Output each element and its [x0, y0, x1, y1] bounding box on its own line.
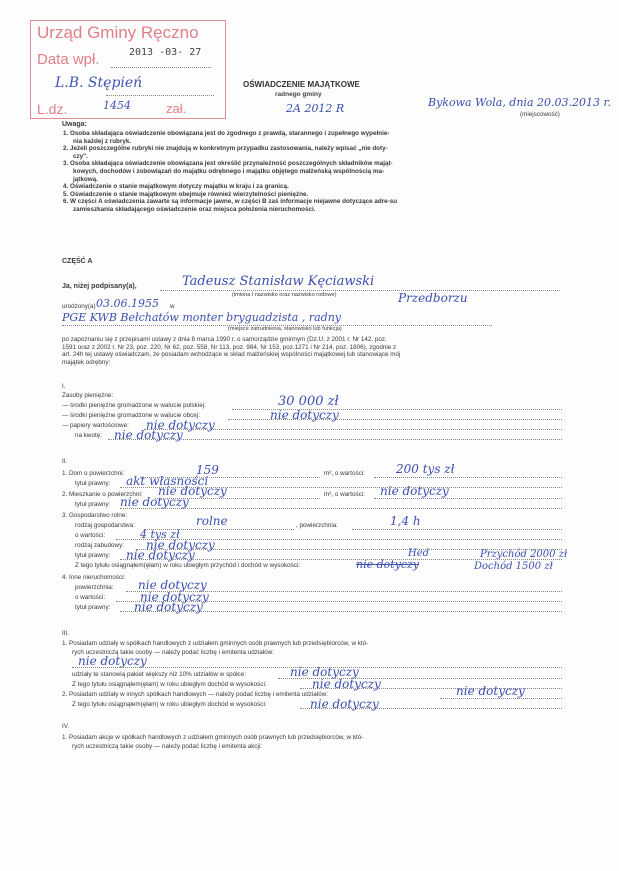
farm-title: nie dotyczy: [126, 548, 195, 562]
section2-num: II.: [62, 458, 68, 465]
document-title: OŚWIADCZENIE MAJĄTKOWE: [243, 80, 360, 89]
securities-amount-value: nie dotyczy: [114, 428, 183, 442]
other-area: nie dotyczy: [138, 578, 207, 592]
paragraph-line: 1591 oraz z 2002 r. Nr 23, poz. 220, Nr 62, poz. 558, Nr 113, poz. 984, Nr 153, poz.1271 i Nr 214, poz. 1806), zgodnie z: [62, 343, 397, 351]
shares-income-value: nie dotyczy: [312, 677, 381, 691]
flat-value-line: [374, 498, 562, 499]
note-line: 5. Oświadczenie o stanie majątkowym obejmuje również wierzytelności pieniężne.: [63, 190, 309, 198]
house-label: 1. Dom o powierzchni:: [62, 470, 125, 477]
stamp-date-line: [111, 67, 211, 68]
note-line: 6. W części A oświadczenia zawarte są informacje jawne, w części B zaś informacje niejawne dotyczące adre-su: [63, 198, 398, 206]
other-shares-label: 2. Posiadam udziały w innych spółkach handlowych — należy podać liczbę i emitenta udziałów:: [62, 691, 329, 698]
other-shares-value: nie dotyczy: [456, 684, 525, 698]
note-line: czy".: [73, 152, 88, 160]
name-value: Tadeusz Stanisław Kęciawski: [182, 274, 375, 289]
other-title: nie dotyczy: [134, 600, 203, 614]
section1-num: I.: [62, 383, 66, 390]
other-area-label: powierzchnia:: [75, 584, 114, 591]
flat-unit: m², o wartości:: [324, 491, 365, 498]
farm-area: 1,4 h: [390, 514, 421, 528]
farm-value: 4 tys zł: [140, 528, 180, 541]
born-date: 03.06.1955: [96, 297, 159, 310]
farm-type: rolne: [196, 514, 228, 528]
handwritten-year: 2A 2012 R: [286, 102, 345, 115]
paragraph-line: art. 24h tej ustawy oświadczam, że posiadam wchodzące w skład małżeńskiej wspólności majątkowej lub stanowiące mój: [62, 351, 401, 359]
house-value-line: [374, 477, 562, 478]
section3-num: III.: [62, 630, 69, 637]
born-label: urodzony(a): [62, 303, 96, 310]
note-line: nia każdej z rubryk.: [73, 137, 132, 145]
note-line: kowych, dochodów i zobowiązań do majątku odrębnego i majątku objętego małżeńską wspólnością ma-: [73, 167, 385, 175]
cash-pln-label: — środki pieniężne gromadzone w walucie polskiej:: [62, 402, 206, 409]
initials-signature: Hed: [408, 548, 430, 559]
place-caption: (miejscowość): [520, 111, 560, 118]
farm-area-label: , powierzchnia:: [296, 522, 338, 529]
house-title: akt własności: [126, 474, 209, 488]
other-value: nie dotyczy: [140, 590, 209, 604]
stocks-line-1b: rych uczestniczą takie osoby — należy podać liczbę i emitenta akcji:: [72, 743, 263, 750]
securities-label: — papiery wartościowe:: [62, 422, 129, 429]
other-shares-income-value: nie dotyczy: [310, 697, 379, 711]
note-line: 3. Osoba składająca oświadczenie obowiązana jest określić przynależność poszczególnych składników mająt-: [63, 160, 393, 168]
stamp-zal-label: zał.: [166, 101, 187, 116]
notes-label: Uwaga:: [62, 121, 87, 128]
note-line: jątkową.: [73, 175, 98, 183]
legal-paragraph: [62, 336, 562, 366]
farm-build: nie dotyczy: [146, 538, 215, 552]
shares-line-1a: 1. Posiadam udziały w spółkach handlowych z udziałem gminnych osób prawnych lub przedsiębiorców, w któ-: [62, 640, 369, 647]
shares-line-1b: rych uczestniczą takie osoby — należy podać liczbę i emitenta udziałów:: [72, 649, 274, 656]
born-place: Przedborzu: [398, 291, 468, 305]
house-value: 200 tys zł: [396, 462, 455, 476]
signed-label: Ja, niżej podpisany(a),: [62, 283, 137, 290]
note-line: 4. Oświadczenie o stanie majątkowym dotyczy majątku w kraju i za granicą.: [63, 183, 289, 191]
note-line: 2. Jeżeli poszczególne rubryki nie znajdują w konkretnym przypadku zastosowania, należy wpisać „nie doty-: [63, 145, 388, 153]
stamp-sign-line: [106, 95, 214, 96]
flat-title: nie dotyczy: [120, 495, 189, 509]
shares-value-1: nie dotyczy: [78, 654, 147, 668]
stamp-ldz-value: 1454: [103, 99, 131, 112]
cash-foreign-label: — środki pieniężne gromadzone w walucie obcej:: [62, 412, 200, 419]
employer-caption: (miejsce zatrudnienia, stanowisko lub funkcja): [228, 326, 342, 332]
securities-amount-label: na kwotę:: [75, 432, 102, 439]
farm-label: 3. Gospodarstwo rolne:: [62, 512, 128, 519]
paragraph-line: po zapoznaniu się z przepisami ustawy z dnia 8 marca 1990 r. o samorządzie gminnym (Dz.U. z 2001 r. Nr 142, poz.: [62, 336, 387, 343]
section1-label: Zasoby pieniężne:: [62, 392, 114, 399]
farm-value-label: o wartości:: [75, 532, 106, 539]
part-a-heading: CZĘŚĆ A: [62, 258, 93, 265]
farm-type-label: rodzaj gospodarstwa:: [75, 522, 135, 529]
stamp-date-value: 2013 -03- 27: [129, 47, 202, 58]
stamp-ldz-label: L.dz.: [37, 101, 68, 117]
note-line: zamieszkania składającego oświadczenie oraz miejsca położenia nieruchomości.: [73, 205, 316, 213]
stamp-date-label: Data wpł.: [37, 51, 100, 68]
cash-foreign-value: nie dotyczy: [270, 408, 339, 422]
notes-list: [63, 130, 563, 214]
farm-income-label: Z tego tytułu osiągnąłem(ęłam) w roku ubiegłym przychód i dochód w wysokości:: [75, 562, 301, 569]
registry-stamp: [30, 20, 226, 119]
place-date: Bykowa Wola, dnia 20.03.2013 r.: [428, 96, 612, 109]
flat-value: nie dotyczy: [380, 484, 449, 498]
flat-area: nie dotyczy: [158, 484, 227, 498]
shares-10pct-label: udziały te stanowią pakiet większy niż 10% udziałów w spółce:: [72, 671, 246, 678]
flat-label: 2. Mieszkanie o powierzchni:: [62, 491, 143, 498]
farm-income-struck: nie dotyczy: [356, 558, 420, 571]
farm-area-line: [352, 529, 562, 530]
cash-pln-value: 30 000 zł: [278, 394, 339, 409]
born-word: w: [170, 303, 175, 310]
house-area: 159: [196, 463, 219, 477]
house-title-label: tytuł prawny:: [75, 480, 111, 487]
other-label: 4. Inne nieruchomości:: [62, 574, 126, 581]
stamp-signature: L.B. Stępień: [55, 75, 143, 91]
document-subtitle: radnego gminy: [275, 91, 322, 98]
other-shares-income-label: Z tego tytułu osiągnąłem(ęłam) w roku ubiegłym dochód w wysokości:: [72, 701, 267, 708]
farm-income-revenue: Przychód 2000 zł: [480, 549, 568, 560]
other-value-label: o wartości:: [75, 594, 106, 601]
stamp-office: Urząd Gminy Ręczno: [37, 23, 199, 42]
farm-title-label: tytuł prawny:: [75, 552, 111, 559]
shares-income-label: Z tego tytułu osiągnąłem(ęłam) w roku ubiegłym dochód w wysokości:: [72, 681, 267, 688]
farm-income-profit: Dochód 1500 zł: [474, 561, 553, 572]
name-caption: (imiona i nazwisko oraz nazwisko rodowe): [232, 292, 337, 298]
farm-build-label: rodzaj zabudowy:: [75, 542, 125, 549]
name-line: [160, 290, 560, 291]
stocks-line-1a: 1. Posiadam akcje w spółkach handlowych z udziałem gminnych osób prawnych lub przedsiębiorców, w któ-: [62, 734, 364, 741]
securities-value: nie dotyczy: [146, 418, 215, 432]
employer-value: PGE KWB Bełchatów monter bryguadzista , radny: [62, 311, 341, 324]
flat-title-label: tytuł prawny:: [75, 501, 111, 508]
shares-10pct-value: nie dotyczy: [290, 665, 359, 679]
other-shares-line: [440, 698, 562, 699]
section4-num: IV.: [62, 723, 70, 730]
other-title-label: tytuł prawny:: [75, 604, 111, 611]
note-line: 1. Osoba składająca oświadczenie obowiązana jest do zgodnego z prawdą, starannego i zupełnego wypełnie-: [63, 130, 390, 137]
paragraph-line: majątek odrębny:: [62, 358, 111, 366]
house-unit: m², o wartości:: [324, 470, 365, 477]
